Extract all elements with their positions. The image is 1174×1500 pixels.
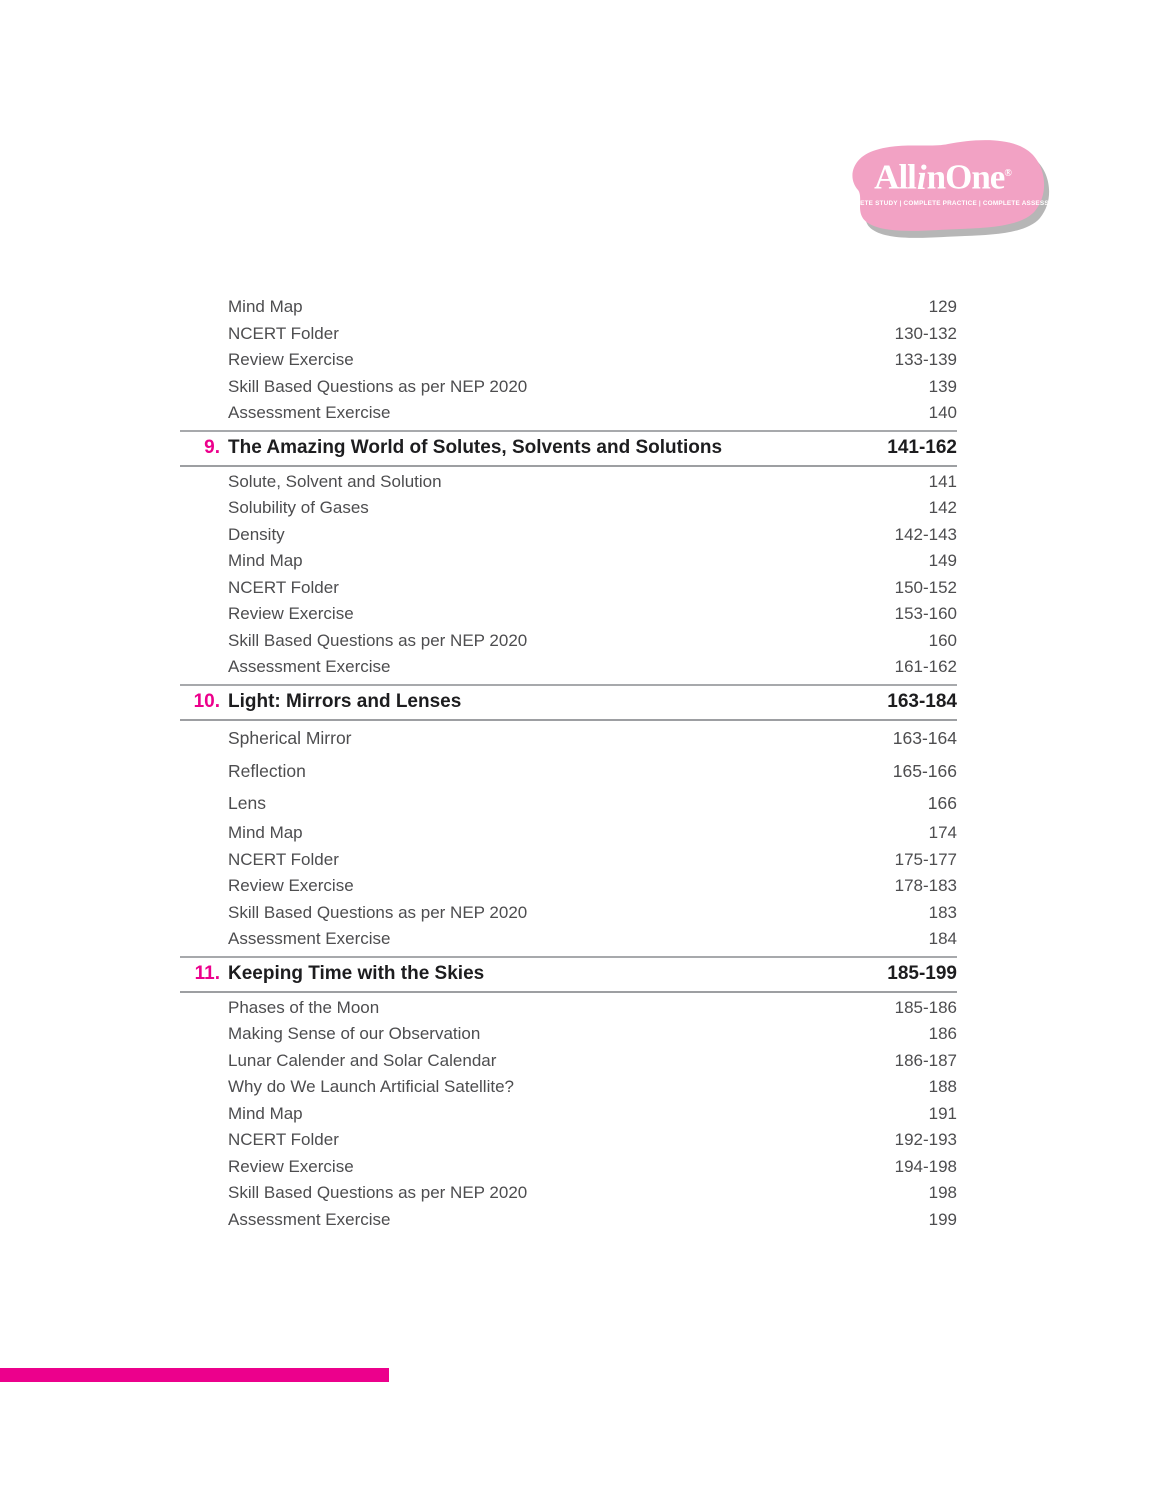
brand-tagline: COMPLETE STUDY | COMPLETE PRACTICE | COMPLETE ASSESSMENT xyxy=(836,200,1068,207)
toc-item-label: Density xyxy=(228,524,285,544)
toc-row xyxy=(180,601,957,628)
toc-row xyxy=(180,1127,957,1154)
toc-row xyxy=(180,321,957,348)
table-of-contents xyxy=(180,294,957,1233)
toc-item-pages: 163-164 xyxy=(892,728,957,749)
toc-row xyxy=(180,548,957,575)
toc-item-pages: 150-152 xyxy=(894,577,957,597)
toc-item-label: Making Sense of our Observation xyxy=(228,1024,481,1044)
chapter-number: 10. xyxy=(193,691,220,712)
brand-one: One xyxy=(945,157,1005,197)
brand-wordmark xyxy=(836,156,1050,195)
toc-item-pages: 160 xyxy=(928,630,957,650)
toc-chapter-section xyxy=(180,723,957,953)
chapter-title: Light: Mirrors and Lenses xyxy=(228,691,462,712)
toc-item-label: Solute, Solvent and Solution xyxy=(228,471,442,491)
toc-item-label: Why do We Launch Artificial Satellite? xyxy=(228,1077,514,1097)
toc-row xyxy=(180,995,957,1022)
toc-row xyxy=(180,723,957,756)
toc-item-pages: 186-187 xyxy=(894,1050,957,1070)
toc-item-label: Review Exercise xyxy=(228,604,354,624)
toc-item-pages: 198 xyxy=(928,1183,957,1203)
toc-item-label: Reflection xyxy=(228,760,306,781)
toc-row xyxy=(180,1154,957,1181)
chapter-heading xyxy=(180,430,957,467)
chapter-heading xyxy=(180,684,957,721)
toc-row xyxy=(180,347,957,374)
brand-logo xyxy=(836,136,1068,240)
toc-item-label: Review Exercise xyxy=(228,350,354,370)
toc-item-label: NCERT Folder xyxy=(228,577,339,597)
toc-item-label: Mind Map xyxy=(228,823,303,843)
toc-row xyxy=(180,1074,957,1101)
toc-item-pages: 199 xyxy=(928,1209,957,1229)
chapter-number: 11. xyxy=(194,963,220,984)
footer-accent-bar xyxy=(0,1368,389,1382)
toc-item-pages: 183 xyxy=(928,902,957,922)
chapter-pages: 163-184 xyxy=(887,691,957,712)
toc-row xyxy=(180,1021,957,1048)
toc-item-label: Solubility of Gases xyxy=(228,498,369,518)
toc-item-pages: 142-143 xyxy=(894,524,957,544)
toc-row xyxy=(180,628,957,655)
toc-item-label: Mind Map xyxy=(228,1103,303,1123)
toc-item-pages: 140 xyxy=(928,403,957,423)
toc-item-pages: 133-139 xyxy=(894,350,957,370)
brand-n: n xyxy=(926,157,946,197)
toc-item-pages: 194-198 xyxy=(894,1156,957,1176)
toc-item-label: Skill Based Questions as per NEP 2020 xyxy=(228,902,528,922)
chapter-pages: 141-162 xyxy=(887,437,957,458)
toc-item-label: Assessment Exercise xyxy=(228,657,391,677)
brand-all: All xyxy=(874,157,916,197)
toc-row xyxy=(180,654,957,681)
toc-item-pages: 165-166 xyxy=(892,760,957,781)
toc-row xyxy=(180,1101,957,1128)
toc-item-label: Skill Based Questions as per NEP 2020 xyxy=(228,630,528,650)
toc-row xyxy=(180,374,957,401)
toc-item-pages: 192-193 xyxy=(894,1130,957,1150)
toc-item-pages: 184 xyxy=(928,929,957,949)
toc-row xyxy=(180,820,957,847)
brand-i: i xyxy=(916,157,926,197)
toc-item-label: Assessment Exercise xyxy=(228,403,391,423)
toc-item-label: Skill Based Questions as per NEP 2020 xyxy=(228,376,528,396)
toc-row xyxy=(180,400,957,427)
toc-intro-section xyxy=(180,294,957,427)
toc-row xyxy=(180,755,957,788)
toc-item-label: Mind Map xyxy=(228,297,303,317)
toc-row xyxy=(180,1180,957,1207)
toc-row xyxy=(180,575,957,602)
toc-item-pages: 178-183 xyxy=(894,876,957,896)
toc-item-label: Spherical Mirror xyxy=(228,728,352,749)
toc-item-pages: 130-132 xyxy=(894,323,957,343)
toc-item-pages: 185-186 xyxy=(894,997,957,1017)
toc-item-pages: 175-177 xyxy=(894,849,957,869)
toc-row xyxy=(180,926,957,953)
toc-item-label: NCERT Folder xyxy=(228,1130,339,1150)
toc-row xyxy=(180,873,957,900)
toc-item-pages: 166 xyxy=(927,793,957,814)
toc-chapter-section xyxy=(180,469,957,681)
toc-item-label: Assessment Exercise xyxy=(228,1209,391,1229)
toc-item-pages: 149 xyxy=(928,551,957,571)
toc-row xyxy=(180,1207,957,1234)
toc-row xyxy=(180,522,957,549)
toc-item-label: Phases of the Moon xyxy=(228,997,380,1017)
toc-chapter-section xyxy=(180,995,957,1234)
toc-item-label: NCERT Folder xyxy=(228,323,339,343)
toc-row xyxy=(180,294,957,321)
toc-row xyxy=(180,469,957,496)
toc-item-pages: 153-160 xyxy=(894,604,957,624)
toc-item-pages: 161-162 xyxy=(894,657,957,677)
toc-item-pages: 141 xyxy=(928,471,957,491)
chapter-title: The Amazing World of Solutes, Solvents and Solutions xyxy=(228,437,723,458)
toc-item-pages: 188 xyxy=(928,1077,957,1097)
toc-item-label: NCERT Folder xyxy=(228,849,339,869)
toc-item-label: Assessment Exercise xyxy=(228,929,391,949)
toc-item-label: Review Exercise xyxy=(228,1156,354,1176)
toc-item-label: Lens xyxy=(228,793,266,814)
chapter-pages: 185-199 xyxy=(887,963,957,984)
toc-row xyxy=(180,495,957,522)
toc-item-pages: 142 xyxy=(928,498,957,518)
chapter-heading xyxy=(180,956,957,993)
toc-item-label: Lunar Calender and Solar Calendar xyxy=(228,1050,497,1070)
toc-item-label: Mind Map xyxy=(228,551,303,571)
registered-mark: ® xyxy=(1004,168,1012,179)
toc-row xyxy=(180,847,957,874)
chapter-title: Keeping Time with the Skies xyxy=(228,963,485,984)
toc-item-label: Review Exercise xyxy=(228,876,354,896)
toc-item-pages: 174 xyxy=(928,823,957,843)
toc-row xyxy=(180,900,957,927)
toc-item-pages: 186 xyxy=(928,1024,957,1044)
toc-item-pages: 191 xyxy=(928,1103,957,1123)
chapter-number: 9. xyxy=(204,437,220,458)
toc-item-pages: 139 xyxy=(928,376,957,396)
toc-item-label: Skill Based Questions as per NEP 2020 xyxy=(228,1183,528,1203)
toc-item-pages: 129 xyxy=(928,297,957,317)
toc-row xyxy=(180,1048,957,1075)
toc-row xyxy=(180,788,957,821)
